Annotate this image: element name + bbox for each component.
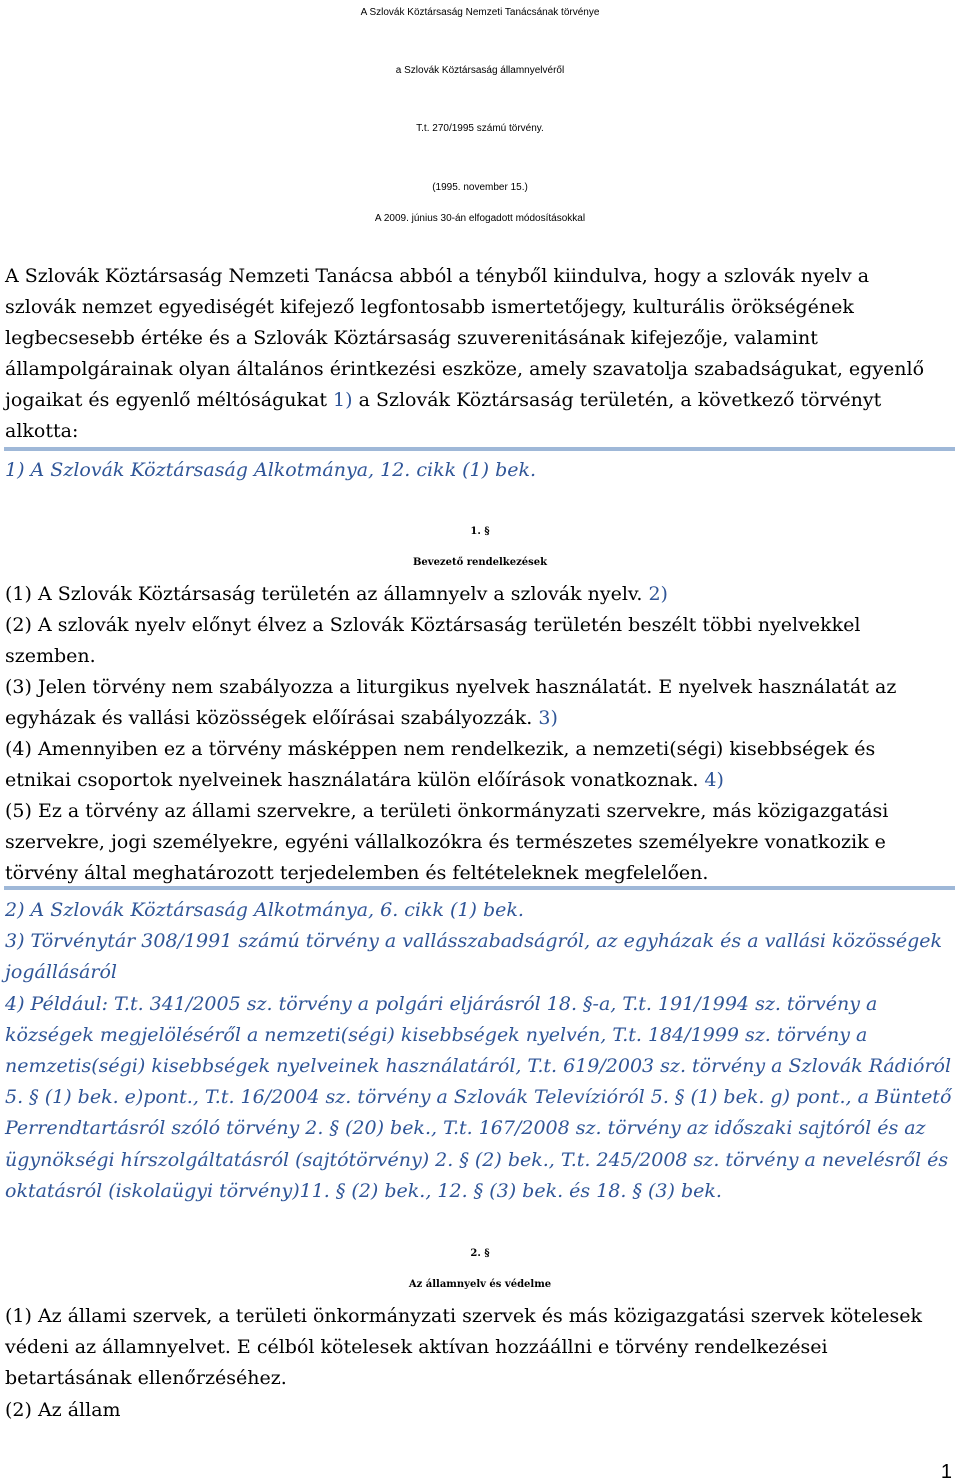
section-2-paragraph-1: (1) Az állami szervek, a területi önkormányzati szervek és más közigazgatási szervek kötelesek: [5, 1305, 923, 1327]
footnote-4: Perrendtartásról szóló törvény 2. § (20) bek., T.t. 167/2008 sz. törvény az időszaki sajtóról és az: [5, 1117, 926, 1139]
footnote-4: nemzetis(ségi) kisebbségek nyelveinek használatáról, T.t. 619/2003 sz. törvény a Szlovák Rádióról: [5, 1055, 952, 1077]
footnote-divider: [4, 886, 955, 890]
section-1-paragraph-4: (4) Amennyiben ez a törvény másképpen nem rendelkezik, a nemzeti(ségi) kisebbségek és: [5, 738, 876, 760]
footnote-4: 5. § (1) bek. e)pont., T.t. 16/2004 sz. törvény a Szlovák Televízióról 5. § (1) bek. g) pont., a Büntető: [5, 1086, 952, 1108]
footnote-4: 4) Például: T.t. 341/2005 sz. törvény a polgári eljárásról 18. §-a, T.t. 191/1994 sz. törvény a: [5, 993, 878, 1015]
footnote-ref-2[interactable]: 2): [648, 583, 668, 605]
preamble-line: legbecsesebb értéke és a Szlovák Köztársaság szuverenitásának kifejezője, valamint: [5, 327, 818, 349]
page-number: 1: [940, 1461, 952, 1483]
footnote-3: jogállásáról: [5, 961, 117, 983]
law-date: (1995. november 15.): [432, 182, 528, 193]
section-1-paragraph-1: [5, 582, 668, 606]
section-2-title: Az államnyelv és védelme: [408, 1279, 552, 1290]
footnote-ref-3[interactable]: 3): [538, 707, 558, 729]
footnote-2: 2) A Szlovák Köztársaság Alkotmánya, 6. cikk (1) bek.: [5, 899, 524, 921]
preamble-line: [5, 388, 881, 412]
footnote-4: ügynökségi hírszolgáltatásról (sajtótörvény) 2. § (2) bek., T.t. 245/2008 sz. törvény a nevelésről és: [5, 1149, 949, 1171]
section-2-paragraph-2: (2) Az állam: [5, 1399, 121, 1421]
law-title: A Szlovák Köztársaság Nemzeti Tanácsának törvénye: [360, 7, 600, 18]
section-1-paragraph-3: [5, 706, 558, 730]
section-1-paragraph-3: (3) Jelen törvény nem szabályozza a liturgikus nyelvek használatát. E nyelvek használatát az: [5, 676, 897, 698]
amendment-note: A 2009. június 30-án elfogadott módosításokkal: [374, 213, 586, 224]
preamble-line: állampolgárainak olyan általános érintkezési eszköze, amely szavatolja szabadságukat, egyenlő: [5, 358, 925, 380]
footnote-ref-4[interactable]: 4): [704, 769, 724, 791]
footnote-3: 3) Törvénytár 308/1991 számú törvény a vallásszabadságról, az egyházak és a vallási közösségek: [5, 930, 943, 952]
law-number: T.t. 270/1995 számú törvény.: [416, 123, 544, 134]
preamble-line: A Szlovák Köztársaság Nemzeti Tanácsa abból a tényből kiindulva, hogy a szlovák nyelv a: [5, 265, 870, 287]
preamble-line: szlovák nemzet egyediségét kifejező legfontosabb ismertetőjegy, kulturális örökségének: [5, 296, 854, 318]
paragraph-text: etnikai csoportok nyelveinek használatára külön előírások vonatkoznak.: [5, 769, 705, 791]
section-1-paragraph-5: szervekre, jogi személyekre, egyéni vállalkozókra és természetes személyekre vonatkozik e: [5, 831, 886, 853]
footnote-divider: [4, 447, 955, 451]
paragraph-text: egyházak és vallási közösségek előírásai szabályozzák.: [5, 707, 539, 729]
section-2-paragraph-1: betartásának ellenőrzéséhez.: [5, 1367, 287, 1389]
preamble-text: jogaikat és egyenlő méltóságukat: [5, 389, 334, 411]
section-2-number: 2. §: [470, 1248, 490, 1259]
section-1-title: Bevezető rendelkezések: [412, 557, 548, 568]
footnote-4: oktatásról (iskolaügyi törvény)11. § (2) bek., 12. § (3) bek. és 18. § (3) bek.: [5, 1180, 722, 1202]
section-1-paragraph-5: (5) Ez a törvény az állami szervekre, a területi önkormányzati szervekre, más közigazgatási: [5, 800, 889, 822]
law-subtitle: a Szlovák Köztársaság államnyelvéről: [395, 65, 565, 76]
footnote-ref-1[interactable]: 1): [333, 389, 353, 411]
section-1-paragraph-2: (2) A szlovák nyelv előnyt élvez a Szlovák Köztársaság területén beszélt többi nyelvekkel: [5, 614, 861, 636]
section-1-paragraph-5: törvény által meghatározott terjedelemben és feltételeknek megfelelően.: [5, 862, 709, 884]
section-2-paragraph-1: védeni az államnyelvet. E célból kötelesek aktívan hozzáállni e törvény rendelkezései: [5, 1336, 828, 1358]
preamble-line: alkotta:: [5, 420, 79, 442]
footnote-4: községek megjelöléséről a nemzeti(ségi) kisebbségek nyelvén, T.t. 184/1999 sz. törvény a: [5, 1024, 868, 1046]
paragraph-text: (1) A Szlovák Köztársaság területén az államnyelv a szlovák nyelv.: [5, 583, 649, 605]
section-1-paragraph-4: [5, 768, 724, 792]
section-1-number: 1. §: [470, 526, 490, 537]
preamble-text: a Szlovák Köztársaság területén, a következő törvényt: [352, 389, 882, 411]
footnote-1: 1) A Szlovák Köztársaság Alkotmánya, 12. cikk (1) bek.: [5, 459, 537, 481]
section-1-paragraph-2: szemben.: [5, 645, 96, 667]
